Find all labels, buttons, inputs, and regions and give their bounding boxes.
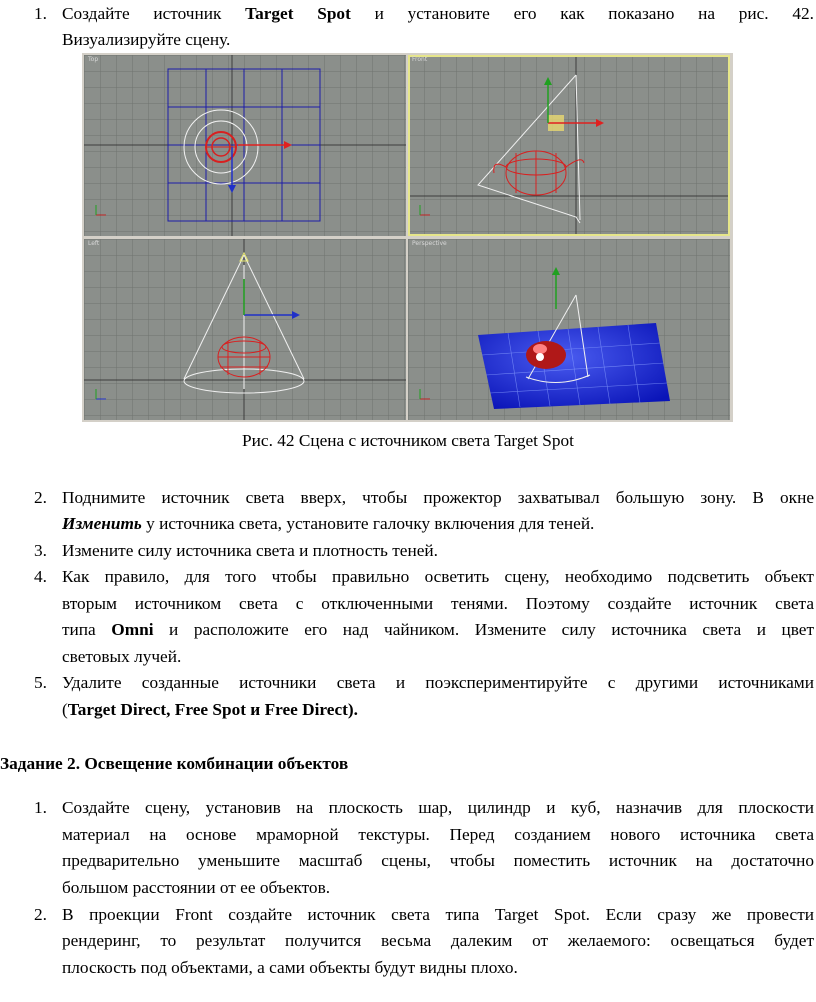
task2-step-2-line-3: плоскость под объектами, а сами объекты будут видны плохо.	[62, 958, 518, 977]
viewport-front	[408, 55, 730, 236]
figure-viewports	[82, 53, 733, 422]
step-4-line-2: вторым источником света с отключенными тенями. Поэтому создайте источник света	[62, 594, 814, 613]
viewport-top	[84, 55, 406, 236]
step-2-line-2: Изменить у источника света, установите галочку включения для теней.	[62, 514, 595, 533]
list-number: 1.	[34, 798, 47, 817]
section-heading: Задание 2. Освещение комбинации объектов	[0, 754, 349, 773]
step-4-line-3: типа Omni и расположите его над чайником. Измените силу источника света и цвет	[62, 620, 814, 639]
viewport-label: Left	[88, 240, 100, 247]
list-number: 1.	[34, 4, 47, 23]
list-number: 4.	[34, 567, 47, 586]
viewport-left	[84, 239, 406, 420]
step-1-line-2: Визуализируйте сцену.	[62, 30, 231, 49]
list-number: 2.	[34, 905, 47, 924]
step-4-line-1: Как правило, для того чтобы правильно осветить сцену, необходимо подсветить объект	[62, 567, 814, 586]
step-4-line-4: световых лучей.	[62, 647, 182, 666]
task2-step-2-line-1: В проекции Front создайте источник света типа Target Spot. Если сразу же провести	[62, 905, 814, 924]
task2-step-1-line-4: большом расстоянии от ее объектов.	[62, 878, 331, 897]
list-number: 5.	[34, 673, 47, 692]
figure-caption: Рис. 42 Сцена с источником света Target Spot	[242, 431, 574, 450]
viewport-label: Perspective	[412, 240, 447, 247]
viewport-label: Front	[412, 56, 428, 63]
viewport-label: Top	[88, 56, 99, 63]
task2-step-1-line-3: предварительно уменьшите масштаб сцены, чтобы поместить источник на достаточно	[62, 851, 814, 870]
task2-step-1-line-1: Создайте сцену, установив на плоскость шар, цилиндр и куб, назначив для плоскости	[62, 798, 814, 817]
list-number: 3.	[34, 541, 47, 560]
step-3-text: Измените силу источника света и плотность теней.	[62, 541, 438, 560]
viewport-perspective	[408, 239, 730, 420]
step-5-line-1: Удалите созданные источники света и поэкспериментируйте с другими источниками	[62, 673, 814, 692]
step-2-line-1: Поднимите источник света вверх, чтобы прожектор захватывал большую зону. В окне	[62, 488, 814, 507]
task2-step-2-line-2: рендеринг, то результат получится весьма далеким от желаемого: освещаться будет	[62, 931, 814, 950]
step-1-line-1: Создайте источник Target Spot и установите его как показано на рис. 42.	[62, 4, 814, 23]
task2-step-1-line-2: материал на основе мраморной текстуры. Перед созданием нового источника света	[62, 825, 814, 844]
list-number: 2.	[34, 488, 47, 507]
step-5-line-2: (Target Direct, Free Spot и Free Direct).	[62, 700, 358, 719]
